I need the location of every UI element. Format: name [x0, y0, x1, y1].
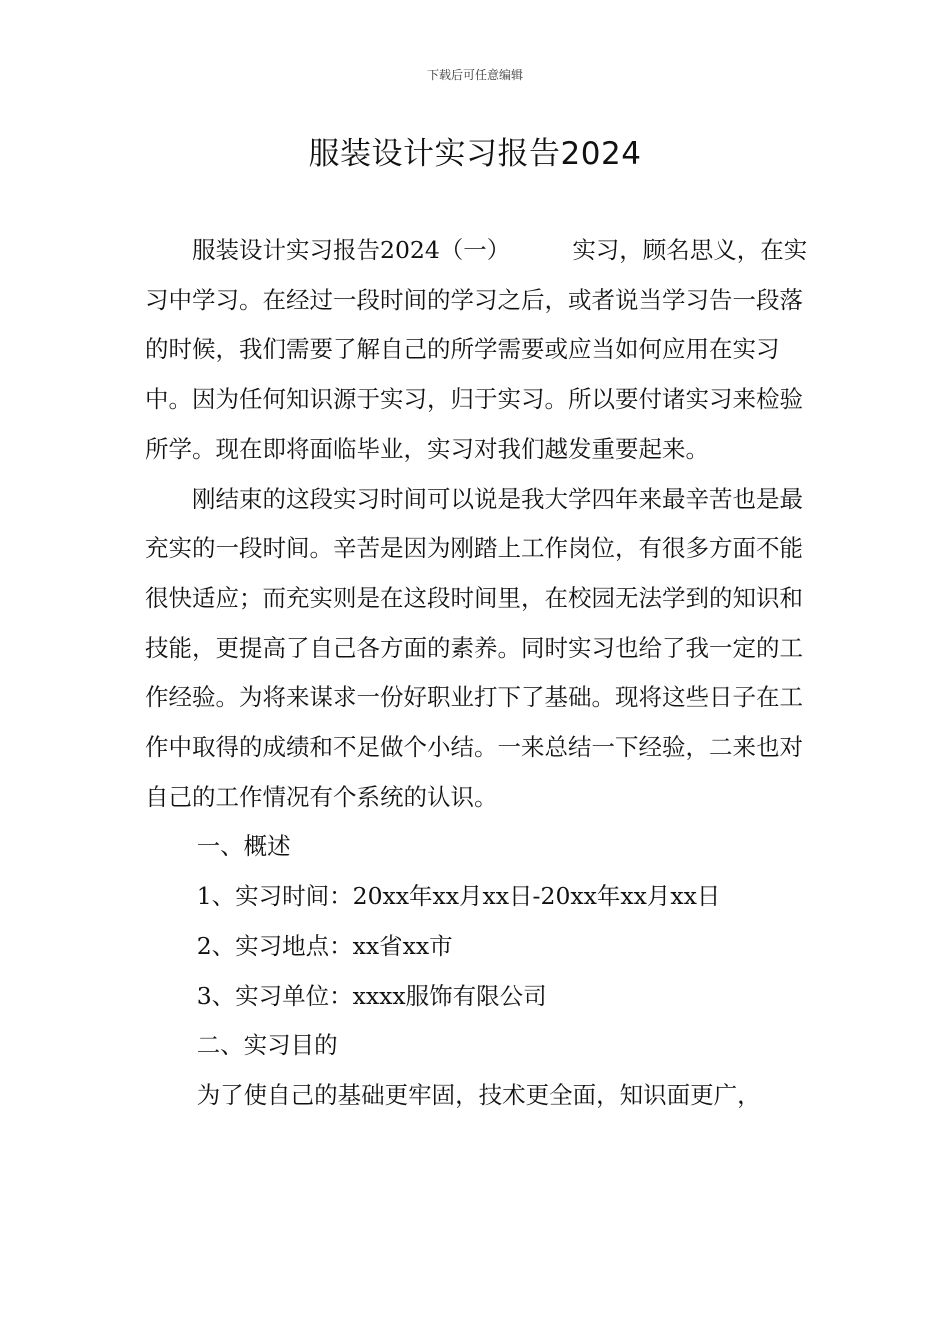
overview-item-location: 2、实习地点：xx省xx市: [196, 931, 453, 960]
document-title: 服装设计实习报告2024: [308, 136, 642, 172]
intro-paragraph: [145, 226, 810, 475]
overview-item-unit: 3、实习单位：xxxx服饰有限公司: [196, 981, 547, 1010]
intro-text: 实习，顾名思义，在实习中学习。在经过一段时间的学习之后，或者说当学习告一段落的时候，我们需要了解自己的所学需要或应当如何应用在实习中。因为任何知识源于实习，归于实习。所以要付诸实习来检验所学。现在即将面临毕业，实习对我们越发重要起来。: [145, 236, 808, 463]
paragraph-2: 刚结束的这段实习时间可以说是我大学四年来最辛苦也是最充实的一段时间。辛苦是因为刚踏上工作岗位，有很多方面不能很快适应；而充实则是在这段时间里，在校园无法学到的知识和技能，更提高了自己各方面的素养。同时实习也给了我一定的工作经验。为将来谋求一份好职业打下了基础。现将这些日子在工作中取得的成绩和不足做个小结。一来总结一下经验，二来也对自己的工作情况有个系统的认识。: [145, 484, 803, 811]
intro-label: 服装设计实习报告2024（一）: [192, 236, 511, 264]
overview-item-time: 1、实习时间：20xx年xx月xx日-20xx年xx月xx日: [196, 882, 721, 911]
purpose-paragraph: 为了使自己的基础更牢固，技术更全面，知识面更广，: [196, 1080, 761, 1109]
section-heading-purpose: 二、实习目的: [196, 1031, 338, 1060]
document-body: [145, 226, 810, 1121]
header-note: 下载后可任意编辑: [426, 68, 523, 82]
section-heading-overview: 一、概述: [196, 832, 291, 861]
